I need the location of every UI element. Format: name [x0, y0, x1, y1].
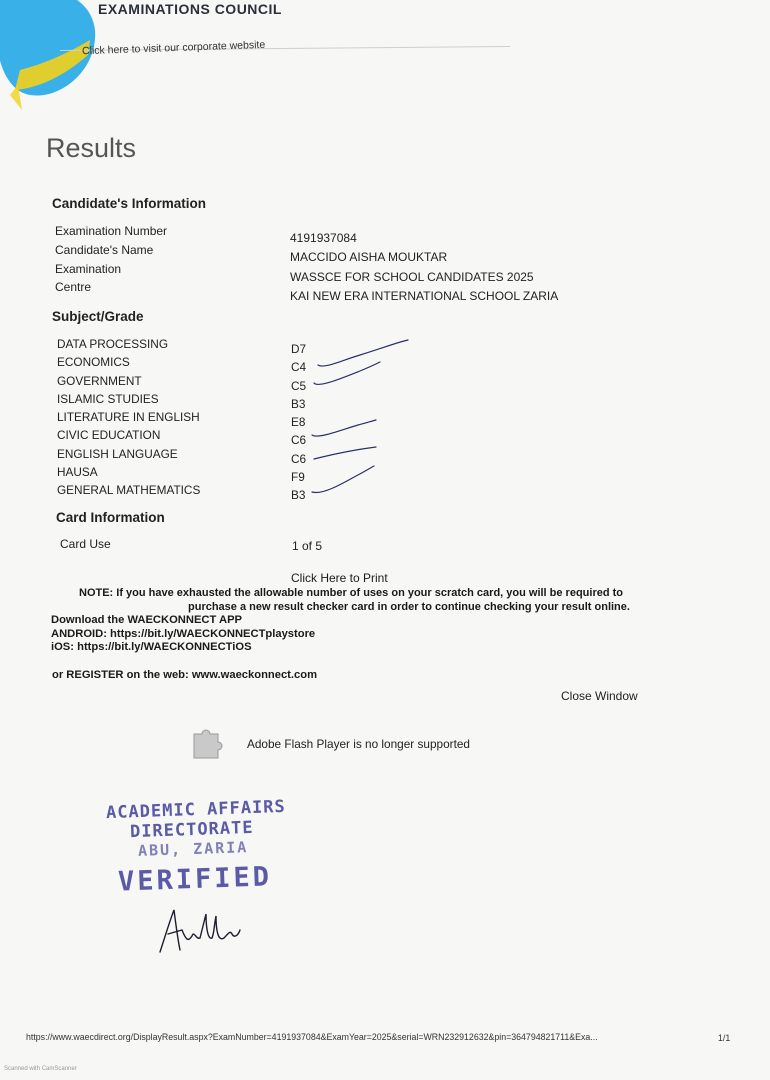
examination-value: WASSCE FOR SCHOOL CANDIDATES 2025 [290, 270, 534, 284]
grade-value: C5 [291, 378, 307, 393]
subject-grade-heading: Subject/Grade [52, 309, 144, 324]
centre-value: KAI NEW ERA INTERNATIONAL SCHOOL ZARIA [290, 289, 559, 303]
candidate-name-label: Candidate's Name [55, 243, 154, 257]
stamp-line-1: ACADEMIC AFFAIRS [105, 796, 287, 824]
print-link[interactable]: Click Here to Print [291, 571, 388, 585]
register-web-link[interactable]: or REGISTER on the web: www.waeckonnect.com [52, 669, 318, 681]
examination-label: Examination [55, 262, 122, 276]
centre-label: Centre [55, 280, 92, 294]
card-use-value: 1 of 5 [292, 539, 323, 553]
note-line-2: purchase a new result checker card in order to continue checking your result online. [188, 601, 630, 613]
subject-name: LITERATURE IN ENGLISH [57, 410, 200, 425]
subject-name: ISLAMIC STUDIES [57, 391, 159, 406]
page-url: https://www.waecdirect.org/DisplayResult.aspx?ExamNumber=4191937084&ExamYear=2025&serial=WRN232912632&pin=364794821711&Exa... [26, 1032, 598, 1042]
note-line-1: NOTE: If you have exhausted the allowable number of uses on your scratch card, you will be required to [79, 587, 624, 599]
exam-number-label: Examination Number [55, 224, 168, 238]
grade-value: F9 [291, 470, 305, 485]
subject-name: CIVIC EDUCATION [57, 428, 161, 443]
ios-link[interactable]: iOS: https://bit.ly/WAECKONNECTiOS [51, 641, 252, 653]
page-title: Results [46, 133, 137, 163]
stamp-line-2: DIRECTORATE [129, 817, 254, 843]
grade-value: B3 [291, 488, 306, 503]
close-window-link[interactable]: Close Window [561, 689, 638, 703]
subject-name: GENERAL MATHEMATICS [57, 483, 201, 498]
grade-value: C4 [291, 360, 307, 375]
card-use-label: Card Use [60, 537, 111, 551]
exam-number-value: 4191937084 [290, 231, 357, 245]
android-link[interactable]: ANDROID: https://bit.ly/WAECKONNECTplaystore [51, 628, 316, 640]
subject-name: ENGLISH LANGUAGE [57, 446, 178, 461]
grade-value: B3 [291, 396, 306, 411]
subject-name: ECONOMICS [57, 355, 130, 370]
puzzle-plugin-icon [188, 720, 228, 762]
page-number: 1/1 [718, 1033, 731, 1043]
download-app-text: Download the WAECKONNECT APP [51, 614, 243, 626]
subject-list [57, 336, 200, 501]
subject-name: HAUSA [57, 465, 98, 480]
grade-value: E8 [291, 415, 306, 430]
subject-name: GOVERNMENT [57, 373, 142, 388]
handwritten-tick-marks [300, 335, 420, 505]
grade-value: C6 [291, 451, 307, 466]
candidate-info-heading: Candidate's Information [52, 196, 206, 211]
flash-notice: Adobe Flash Player is no longer supported [247, 737, 470, 751]
council-header: EXAMINATIONS COUNCIL [98, 1, 282, 17]
grade-value: C6 [291, 433, 307, 448]
scanner-watermark: Scanned with CamScanner [4, 1066, 77, 1072]
card-info-heading: Card Information [56, 510, 165, 525]
subject-name: DATA PROCESSING [57, 337, 168, 351]
candidate-name-value: MACCIDO AISHA MOUKTAR [290, 250, 448, 264]
signature-icon [152, 900, 262, 960]
grade-value: D7 [291, 342, 307, 356]
stamp-line-4: VERIFIED [117, 861, 273, 898]
corporate-website-link[interactable]: Click here to visit our corporate website [81, 38, 266, 58]
stamp-line-3: ABU, ZARIA [137, 838, 249, 860]
